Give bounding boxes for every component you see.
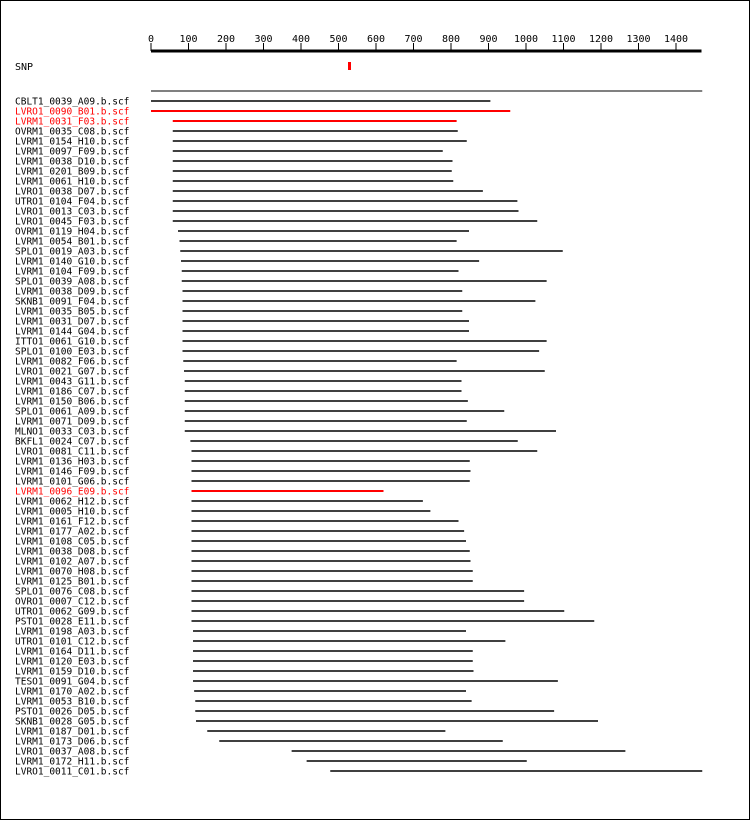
read-name: LVRM1_0186_C07.b.scf <box>15 386 130 398</box>
read-name: SPLO1_0061_A09.b.scf <box>15 406 130 418</box>
read-name: LVRM1_0164_D11.b.scf <box>15 646 130 658</box>
axis-tick-label: 800 <box>441 34 461 45</box>
read-name: LVRM1_0120_E03.b.scf <box>15 656 130 668</box>
read-name: LVRM1_0159_D10.b.scf <box>15 666 130 678</box>
read-name: LVRM1_0031_F03.b.scf <box>15 116 130 128</box>
read-name: PSTO1_0028_E11.b.scf <box>15 616 130 628</box>
read-name: LVRM1_0038_D08.b.scf <box>15 546 130 558</box>
axis-tick-label: 1400 <box>663 34 689 45</box>
axis-tick-label: 400 <box>291 34 311 45</box>
read-name: LVRM1_0125_B01.b.scf <box>15 576 130 588</box>
axis-tick-label: 300 <box>254 34 273 45</box>
read-name: SPLO1_0019_A03.b.scf <box>15 246 130 258</box>
read-name: LVRM1_0062_H12.b.scf <box>15 496 130 508</box>
read-name: ITTO1_0061_G10.b.scf <box>15 336 130 348</box>
read-name: LVRM1_0144_G04.b.scf <box>15 326 130 338</box>
read-name: LVRO1_0011_C01.b.scf <box>15 766 130 778</box>
snp-marker <box>348 62 351 70</box>
read-name: SPLO1_0100_E03.b.scf <box>15 346 130 358</box>
read-name: LVRM1_0198_A03.b.scf <box>15 626 130 638</box>
read-name: BKFL1_0024_C07.b.scf <box>15 436 130 448</box>
read-name: LVRM1_0031_D07.b.scf <box>15 316 130 328</box>
snp-track <box>15 62 351 73</box>
read-name: LVRO1_0037_A08.b.scf <box>15 746 130 758</box>
axis-tick-label: 1300 <box>626 34 651 45</box>
read-name: LVRM1_0161_F12.b.scf <box>15 516 130 528</box>
axis-tick-label: 1200 <box>588 34 614 45</box>
read-name: LVRM1_0102_A07.b.scf <box>15 556 130 568</box>
axis-tick-label: 700 <box>404 34 423 45</box>
read-name: SKNB1_0091_F04.b.scf <box>15 296 130 308</box>
read-name: LVRM1_0071_D09.b.scf <box>15 416 130 428</box>
axis-tick-label: 900 <box>479 34 498 45</box>
read-name: LVRM1_0054_B01.b.scf <box>15 236 130 248</box>
read-name: LVRM1_0097_F09.b.scf <box>15 146 130 158</box>
read-name: LVRM1_0061_H10.b.scf <box>15 176 130 188</box>
read-name: LVRO1_0021_G07.b.scf <box>15 366 130 378</box>
read-name: LVRO1_0081_C11.b.scf <box>15 446 130 458</box>
read-name: LVRM1_0136_H03.b.scf <box>15 456 130 468</box>
read-name: LVRM1_0035_B05.b.scf <box>15 306 130 318</box>
read-name: UTRO1_0062_G09.b.scf <box>15 606 130 618</box>
read-name: MLNO1_0033_C03.b.scf <box>15 426 130 438</box>
axis-tick-label: 1100 <box>551 34 576 45</box>
read-row <box>15 767 702 778</box>
read-name: LVRM1_0070_H08.b.scf <box>15 566 130 578</box>
read-name: LVRM1_0172_H11.b.scf <box>15 756 130 768</box>
read-name: LVRM1_0108_C05.b.scf <box>15 536 130 548</box>
read-name: SKNB1_0028_G05.b.scf <box>15 716 130 728</box>
read-name: SPLO1_0076_C08.b.scf <box>15 586 130 598</box>
read-name: LVRM1_0170_A02.b.scf <box>15 686 130 698</box>
axis-tick-label: 1000 <box>513 34 539 45</box>
read-name: CBLT1_0039_A09.b.scf <box>15 96 130 108</box>
read-name: UTRO1_0101_C12.b.scf <box>15 636 130 648</box>
read-name: LVRM1_0187_D01.b.scf <box>15 726 130 738</box>
read-name: LVRM1_0005_H10.b.scf <box>15 506 130 518</box>
read-name: SPLO1_0039_A08.b.scf <box>15 276 130 288</box>
read-name: LVRO1_0013_C03.b.scf <box>15 206 130 218</box>
read-name: OVRM1_0119_H04.b.scf <box>15 226 130 238</box>
read-name: LVRM1_0101_G06.b.scf <box>15 476 130 488</box>
read-name: LVRM1_0043_G11.b.scf <box>15 376 130 388</box>
read-name: UTRO1_0104_F04.b.scf <box>15 196 130 208</box>
axis-tick-label: 500 <box>329 34 348 45</box>
read-name: LVRM1_0201_B09.b.scf <box>15 166 130 178</box>
read-name: LVRM1_0177_A02.b.scf <box>15 526 130 538</box>
read-name: LVRO1_0045_F03.b.scf <box>15 216 130 228</box>
read-name: LVRO1_0090_B01.b.scf <box>15 106 130 118</box>
axis-tick-label: 100 <box>179 34 198 45</box>
read-name: OVRO1_0007_C12.b.scf <box>15 596 130 608</box>
snp-label: SNP <box>15 62 34 73</box>
read-name: LVRM1_0038_D09.b.scf <box>15 286 130 298</box>
read-name: LVRM1_0053_B10.b.scf <box>15 696 130 708</box>
read-name: LVRM1_0104_F09.b.scf <box>15 266 130 278</box>
read-name: LVRM1_0140_G10.b.scf <box>15 256 130 268</box>
read-name: LVRM1_0154_H10.b.scf <box>15 136 130 148</box>
read-name: LVRM1_0096_E09.b.scf <box>15 486 130 498</box>
read-name: LVRM1_0146_F09.b.scf <box>15 466 130 478</box>
read-name: LVRM1_0150_B06.b.scf <box>15 396 130 408</box>
read-list <box>15 91 702 778</box>
read-name: TESO1_0091_G04.b.scf <box>15 676 130 688</box>
read-name: PSTO1_0026_D05.b.scf <box>15 706 130 718</box>
axis-tick-label: 0 <box>147 34 155 45</box>
alignment-svg <box>1 1 749 819</box>
axis-tick-label: 200 <box>216 34 236 45</box>
read-name: LVRM1_0173_D06.b.scf <box>15 736 130 748</box>
position-axis <box>148 34 702 51</box>
read-name: LVRM1_0082_F06.b.scf <box>15 356 130 368</box>
axis-tick-label: 600 <box>366 34 386 45</box>
read-name: LVRM1_0038_D10.b.scf <box>15 156 130 168</box>
read-name: LVRO1_0038_D07.b.scf <box>15 186 130 198</box>
read-name: OVRM1_0035_C08.b.scf <box>15 126 130 138</box>
